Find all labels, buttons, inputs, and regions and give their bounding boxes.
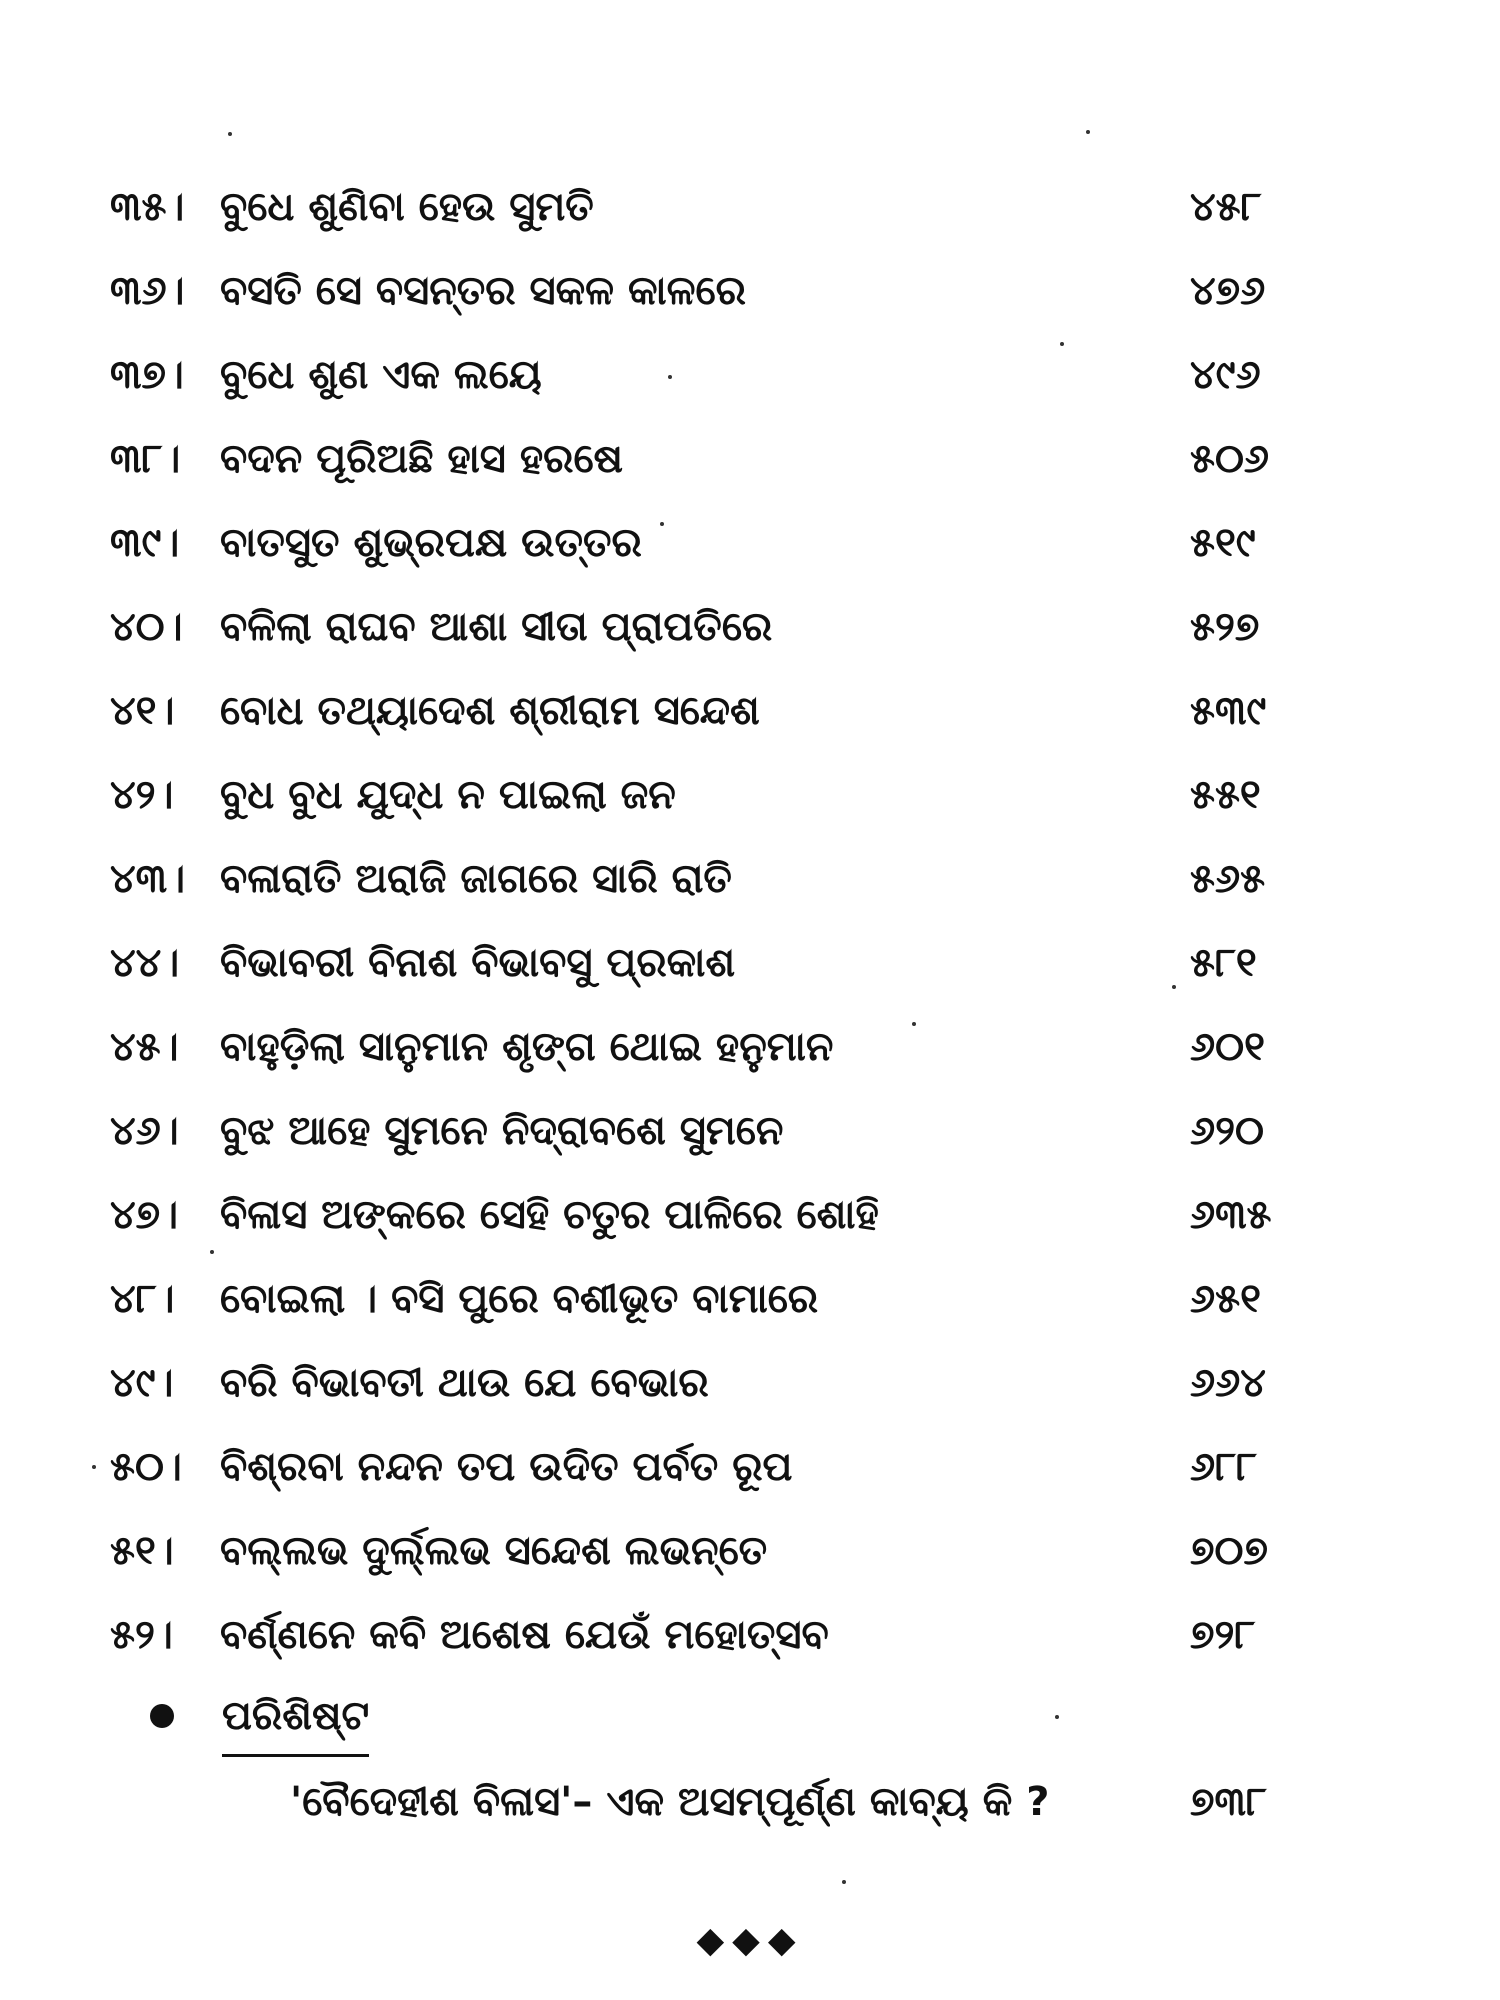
toc-entry-page: ୫୩୯ — [1190, 688, 1267, 734]
paper-speck — [912, 1022, 916, 1026]
toc-entry-title: ବିଶ୍ରବା ନନ୍ଦନ ତପ ଉଦିତ ପର୍ବତ ରୂପ — [220, 1444, 793, 1490]
toc-entry-page: ୬୩୫ — [1190, 1192, 1272, 1238]
toc-entry-page: ୭୨୮ — [1190, 1612, 1256, 1658]
toc-entry-number: ୪୭। — [110, 1192, 179, 1238]
toc-entry-title: ବୁଝ ଆହେ ସୁମନେ ନିଦ୍ରାବଶେ ସୁମନେ — [220, 1108, 784, 1154]
toc-entry-page: ୪୭୬ — [1190, 268, 1266, 314]
toc-entry-title: ବୁଧ ବୁଧ ଯୁଦ୍ଧ ନ ପାଇଲା ଜନ — [220, 772, 676, 818]
paper-speck — [210, 1250, 214, 1254]
paper-speck — [1060, 342, 1064, 346]
toc-entry — [110, 1173, 1310, 1257]
toc-entry-page: ୬୨୦ — [1190, 1108, 1264, 1154]
toc-entry-page: ୫୦୬ — [1190, 436, 1270, 482]
toc-entry-page: ୬୦୧ — [1190, 1024, 1265, 1070]
paper-speck — [92, 1465, 96, 1469]
toc-entry-number: ୪୧। — [110, 688, 175, 734]
toc-entry-page: ୫୨୭ — [1190, 604, 1260, 650]
toc-entry-number: ୩୫। — [110, 184, 185, 230]
toc-entry-title: ବିଳାସ ଅଙ୍କରେ ସେହି ଚତୁର ପାଳିରେ ଶୋହି — [220, 1192, 879, 1238]
toc-entry — [110, 585, 1310, 669]
toc-entry — [110, 1341, 1310, 1425]
toc-entry-title: ବୁଧେ ଶୁଣ ଏକ ଲୟେ — [220, 352, 542, 398]
toc-entry-number: ୪୪। — [110, 940, 180, 986]
toc-entry — [110, 417, 1310, 501]
toc-entry-page: ୪୫୮ — [1190, 184, 1262, 230]
toc-entry-number: ୪୦। — [110, 604, 183, 650]
toc-entry-number: ୫୧। — [110, 1528, 174, 1574]
toc-entry-number: ୩୬। — [110, 268, 185, 314]
toc-entry-title: ବୋଇଲା । ବସି ପୁରେ ବଶୀଭୂତ ବାମାରେ — [220, 1276, 819, 1322]
toc-entry-title: ବଦନ ପୂରିଅଛି ହାସ ହରଷେ — [220, 436, 624, 482]
toc-entry-page: ୪୯୬ — [1190, 352, 1261, 398]
toc-entry — [110, 1089, 1310, 1173]
toc-entry — [110, 1005, 1310, 1089]
toc-entry-title: ବାତସୁତ ଶୁଭ୍ରପକ୍ଷ ଉତ୍ତର — [220, 520, 642, 566]
appendix-heading: ପରିଶିଷ୍ଟ — [222, 1680, 369, 1757]
toc-entry-page: ୬୮୮ — [1190, 1444, 1257, 1490]
toc-entry-title: ବାହୁଡ଼ିଲା ସାନୁମାନ ଶୃଙ୍ଗ ଥୋଇ ହନୁମାନ — [220, 1024, 834, 1070]
toc-entry-number: ୩୮। — [110, 436, 181, 482]
toc-entry — [110, 1425, 1310, 1509]
paper-speck — [1172, 985, 1176, 989]
paper-speck — [1055, 1715, 1059, 1719]
toc-entry-page: ୫୬୫ — [1190, 856, 1266, 902]
paper-speck — [228, 132, 232, 136]
toc-entry-title: ବଳିଲା ରାଘବ ଆଶା ସୀତା ପ୍ରାପତିରେ — [220, 604, 773, 650]
toc-entry — [110, 501, 1310, 585]
toc-entry-number: ୪୫। — [110, 1024, 179, 1070]
toc-entry-title: ବଳାରାତି ଅରାଜି ଜାଗରେ ସାରି ରାତି — [220, 856, 732, 902]
toc-entry — [110, 1593, 1310, 1677]
toc-entry-page: ୭୦୭ — [1190, 1528, 1268, 1574]
end-ornament: ◆◆◆ — [696, 1920, 804, 1961]
toc-entry-title: ବଲ୍ଲଭ ଦୁର୍ଲ୍ଲଭ ସନ୍ଦେଶ ଲଭନ୍ତେ — [220, 1528, 768, 1574]
toc-entry-title: ବୁଧେ ଶୁଣିବା ହେଉ ସୁମତି — [220, 184, 594, 230]
toc-entry-title: ବୋଧ ତଥ୍ୟାଦେଶ ଶ୍ରୀରାମ ସନ୍ଦେଶ — [220, 688, 760, 734]
bullet-icon — [150, 1704, 174, 1728]
toc-entry-number: ୩୯। — [110, 520, 180, 566]
toc-entry — [110, 333, 1310, 417]
toc-entry-title: ବର୍ଣ୍ଣନେ କବି ଅଶେଷ ଯେଉଁ ମହୋତ୍ସବ — [220, 1612, 829, 1658]
table-of-contents — [110, 165, 1310, 1677]
toc-entry-page: ୬୬୪ — [1190, 1360, 1266, 1406]
appendix-entry-title: 'ବୈଦେହୀଶ ବିଳାସ'– ଏକ ଅସମ୍ପୂର୍ଣ୍ଣ କାବ୍ୟ କି ? — [290, 1779, 1050, 1825]
toc-entry-page: ୬୫୧ — [1190, 1276, 1261, 1322]
toc-entry-number: ୪୬। — [110, 1108, 179, 1154]
appendix-section — [150, 1680, 1310, 1825]
paper-speck — [842, 1880, 846, 1884]
toc-entry — [110, 249, 1310, 333]
paper-speck — [1086, 130, 1090, 134]
paper-speck — [660, 522, 664, 526]
toc-entry — [110, 1509, 1310, 1593]
toc-entry-number: ୪୨। — [110, 772, 174, 818]
toc-entry-page: ୫୧୯ — [1190, 520, 1256, 566]
toc-entry-number: ୪୯। — [110, 1360, 174, 1406]
toc-entry-number: ୫୨। — [110, 1612, 173, 1658]
toc-entry — [110, 753, 1310, 837]
toc-entry-number: ୪୮। — [110, 1276, 175, 1322]
toc-entry-page: ୫୮୧ — [1190, 940, 1257, 986]
toc-entry — [110, 165, 1310, 249]
toc-entry — [110, 837, 1310, 921]
toc-entry-number: ୫୦। — [110, 1444, 182, 1490]
appendix-entry-page: ୭୩୮ — [1190, 1779, 1267, 1825]
toc-entry-title: ବିଭାବରୀ ବିନାଶ ବିଭାବସୁ ପ୍ରକାଶ — [220, 940, 736, 986]
toc-entry — [110, 1257, 1310, 1341]
toc-entry — [110, 921, 1310, 1005]
paper-speck — [668, 375, 672, 379]
toc-entry-number: ୪୩। — [110, 856, 186, 902]
toc-entry — [110, 669, 1310, 753]
toc-entry-title: ବରି ବିଭାବତୀ ଥାଉ ଯେ ବେଭାର — [220, 1360, 709, 1406]
toc-entry-title: ବସତି ସେ ବସନ୍ତର ସକଳ କାଳରେ — [220, 268, 746, 314]
toc-entry-number: ୩୭। — [110, 352, 184, 398]
toc-entry-page: ୫୫୧ — [1190, 772, 1261, 818]
